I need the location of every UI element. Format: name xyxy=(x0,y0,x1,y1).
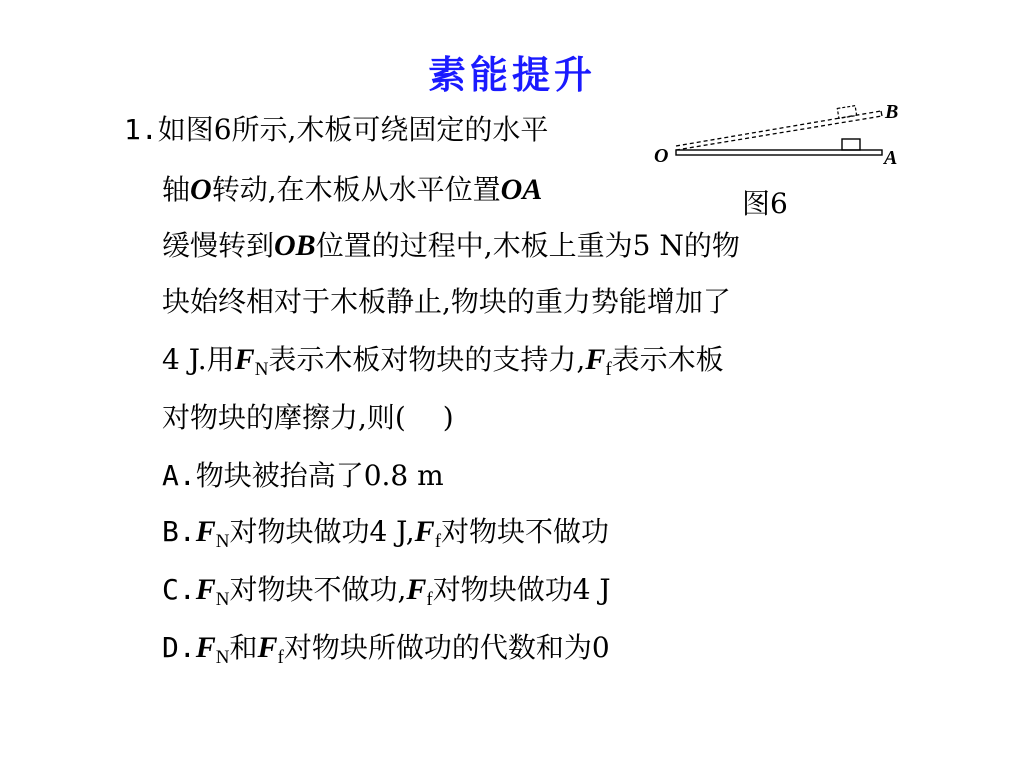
board-ob-edge-upper xyxy=(676,111,881,146)
fn-symbol: F xyxy=(195,515,216,548)
option-label: D. xyxy=(162,631,196,664)
block-on-ob xyxy=(837,106,856,119)
question-line-5 xyxy=(162,340,724,380)
question-line-1 xyxy=(124,110,548,150)
option-a xyxy=(162,456,444,496)
figure-caption: 图6 xyxy=(742,187,788,220)
question-line-2 xyxy=(162,170,542,210)
slide-title: 素能提升 xyxy=(427,52,596,97)
label-o: O xyxy=(654,145,669,167)
question-line-4 xyxy=(162,282,731,322)
fn-symbol: F xyxy=(195,573,216,606)
subscript-f: f xyxy=(277,647,284,668)
subscript-n: N xyxy=(215,531,230,552)
fn-symbol: F xyxy=(234,343,255,376)
label-a: A xyxy=(884,147,898,169)
option-b xyxy=(162,512,609,552)
subscript-n: N xyxy=(254,359,269,380)
board-ob-edge-lower xyxy=(676,116,882,150)
question-line-6 xyxy=(162,398,454,438)
option-c xyxy=(162,570,611,610)
text-segment: 对物块的摩擦力,则( ) xyxy=(162,401,454,434)
subscript-n: N xyxy=(215,647,230,668)
option-label: C. xyxy=(162,573,196,606)
text-segment: 块始终相对于木板静止,物块的重力势能增加了 xyxy=(162,285,731,318)
text-segment: 表示木板 xyxy=(611,343,724,376)
ob-label: OB xyxy=(274,229,316,262)
oa-label: OA xyxy=(500,173,543,206)
option-text: 对物块不做功, xyxy=(229,573,407,606)
text-segment: 转动,在木板从水平位置 xyxy=(211,173,501,206)
question-text-1: 如图6所示,木板可绕固定的水平 xyxy=(157,113,549,146)
ff-symbol: F xyxy=(257,631,278,664)
option-text: 对物块做功4 J, xyxy=(229,515,415,548)
board-diagram xyxy=(652,96,912,176)
ff-symbol: F xyxy=(414,515,435,548)
text-segment: 表示木板对物块的支持力, xyxy=(268,343,586,376)
axis-o-label: O xyxy=(190,173,212,206)
text-segment: 轴 xyxy=(162,173,191,206)
fn-symbol: F xyxy=(195,631,216,664)
label-b: B xyxy=(885,101,899,123)
subscript-f: f xyxy=(426,589,433,610)
option-text: 对物块所做功的代数和为0 xyxy=(283,631,610,664)
option-text: 对物块做功4 J xyxy=(432,573,611,606)
ff-symbol: F xyxy=(585,343,606,376)
option-label: A. xyxy=(162,459,196,492)
ff-symbol: F xyxy=(406,573,427,606)
option-text: 和 xyxy=(229,631,258,664)
text-segment: 4 J.用 xyxy=(162,343,235,376)
option-d xyxy=(162,628,610,668)
option-label: B. xyxy=(162,515,196,548)
option-text: 对物块不做功 xyxy=(441,515,610,548)
block-on-oa xyxy=(842,139,860,150)
question-number: 1. xyxy=(124,113,158,146)
subscript-n: N xyxy=(215,589,230,610)
text-segment: 缓慢转到 xyxy=(162,229,275,262)
subscript-f: f xyxy=(605,359,612,380)
question-line-3 xyxy=(162,226,740,266)
board-ob-end xyxy=(881,111,882,116)
option-text: 物块被抬高了0.8 m xyxy=(195,459,444,492)
subscript-f: f xyxy=(434,531,442,552)
text-segment: 位置的过程中,木板上重为5 N的物 xyxy=(315,229,740,262)
board-oa xyxy=(676,150,882,155)
